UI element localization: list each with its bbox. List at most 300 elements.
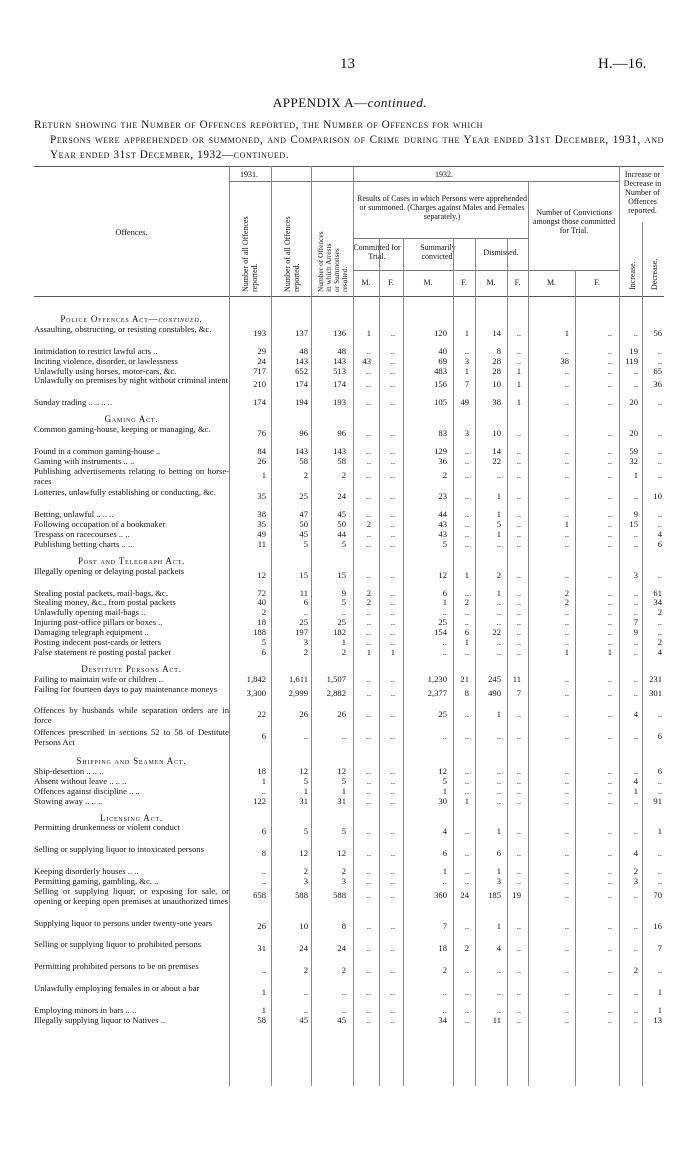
cell-value: 20: [629, 397, 638, 408]
cell-value: ..: [607, 965, 612, 976]
cell-value: 40: [257, 597, 266, 608]
cell-value: ..: [607, 327, 612, 338]
cell-value: 652: [295, 365, 308, 376]
header-results: Results of Cases in which Persons were apprehended or summoned. (Charges against Males and Females separately.): [357, 194, 527, 221]
cell-value: 5: [341, 826, 346, 837]
cell-value: 76: [257, 427, 266, 438]
cell-value: ..: [516, 731, 521, 742]
cell-value: 48: [337, 345, 346, 356]
cell-value: ..: [366, 673, 371, 684]
appendix-suffix: continued.: [367, 95, 428, 110]
cell-value: ..: [516, 646, 521, 657]
cell-value: ..: [261, 785, 266, 796]
cell-value: ..: [564, 1014, 569, 1025]
header-reported-1932: Number of all Offences reported.: [283, 216, 301, 292]
cell-value: ..: [390, 775, 395, 786]
cell-value: ..: [390, 597, 395, 608]
cell-value: 19: [629, 345, 638, 356]
cell-value: ..: [607, 519, 612, 530]
cell-value: ..: [657, 709, 662, 720]
cell-value: ..: [303, 1004, 308, 1015]
cell-value: ..: [390, 538, 395, 549]
cell-value: 61: [653, 587, 662, 598]
cell-value: 13: [653, 1014, 662, 1025]
cell-value: ..: [516, 1004, 521, 1015]
cell-value: 10: [492, 379, 501, 390]
cell-value: ..: [303, 607, 308, 618]
cell-value: 10: [653, 491, 662, 502]
cell-value: ..: [366, 607, 371, 618]
cell-value: 83: [438, 427, 447, 438]
cell-value: ..: [607, 587, 612, 598]
cell-value: ..: [607, 538, 612, 549]
cell-value: ..: [366, 379, 371, 390]
cell-value: 14: [492, 445, 501, 456]
cell-value: 2: [366, 587, 371, 598]
header-female: F.: [594, 278, 600, 287]
offence-label: Failing to maintain wife or children ..: [34, 673, 163, 684]
cell-value: ..: [390, 365, 395, 376]
cell-value: ..: [366, 795, 371, 806]
cell-value: ..: [516, 509, 521, 520]
cell-value: ..: [607, 569, 612, 580]
cell-value: ..: [366, 921, 371, 932]
cell-value: ..: [607, 397, 612, 408]
cell-value: ..: [366, 765, 371, 776]
cell-value: ..: [607, 921, 612, 932]
cell-value: 1: [496, 826, 501, 837]
cell-value: ..: [366, 455, 371, 466]
cell-value: ..: [442, 1004, 447, 1015]
cell-value: 2,999: [288, 687, 308, 698]
cell-value: 25: [438, 709, 447, 720]
cell-value: ..: [464, 646, 469, 657]
cell-value: ..: [607, 1014, 612, 1025]
cell-value: 1: [442, 597, 447, 608]
cell-value: 6: [464, 627, 469, 638]
cell-value: 1,611: [288, 673, 308, 684]
cell-value: 50: [337, 519, 346, 530]
cell-value: 24: [257, 355, 266, 366]
cell-value: ..: [366, 785, 371, 796]
cell-value: 58: [257, 1014, 266, 1025]
cell-value: 1: [366, 327, 371, 338]
cell-value: ..: [390, 509, 395, 520]
cell-value: 35: [257, 491, 266, 502]
cell-value: 1: [607, 646, 612, 657]
cell-value: 2: [261, 607, 266, 618]
cell-value: ..: [516, 469, 521, 480]
cell-value: 16: [653, 921, 662, 932]
cell-value: ..: [564, 848, 569, 859]
cell-value: ..: [564, 765, 569, 776]
table-row: [34, 887, 664, 917]
cell-value: ..: [564, 775, 569, 786]
cell-value: 15: [337, 569, 346, 580]
cell-value: 45: [299, 529, 308, 539]
cell-value: 19: [512, 889, 521, 900]
cell-value: ..: [633, 365, 638, 376]
table-row: [34, 940, 664, 960]
cell-value: ..: [366, 469, 371, 480]
cell-value: ..: [464, 617, 469, 628]
cell-value: 360: [434, 889, 447, 900]
cell-value: 11: [299, 587, 308, 598]
cell-value: 129: [434, 445, 447, 456]
cell-value: 1: [464, 569, 469, 580]
cell-value: ..: [516, 445, 521, 456]
cell-value: ..: [366, 889, 371, 900]
cell-value: ..: [657, 569, 662, 580]
cell-value: ..: [496, 785, 501, 796]
cell-value: 84: [257, 445, 266, 456]
offence-label: Inciting violence, disorder, or lawlessness: [34, 355, 178, 366]
cell-value: 717: [253, 365, 266, 376]
cell-value: ..: [366, 509, 371, 520]
cell-value: 26: [337, 709, 346, 720]
cell-value: 188: [253, 627, 266, 638]
cell-value: ..: [607, 607, 612, 618]
cell-value: ..: [366, 731, 371, 742]
cell-value: ..: [516, 965, 521, 976]
cell-value: 137: [295, 327, 308, 338]
cell-value: ..: [464, 921, 469, 932]
header-dismissed: Dismissed.: [483, 248, 519, 257]
cell-value: 1: [261, 1004, 266, 1015]
cell-value: 3: [464, 355, 469, 366]
offence-label: Offences against discipline .. ..: [34, 785, 140, 796]
cell-value: ..: [390, 943, 395, 954]
cell-value: ..: [657, 875, 662, 886]
cell-value: ..: [464, 848, 469, 859]
cell-value: ..: [564, 637, 569, 647]
cell-value: ..: [564, 365, 569, 376]
offence-label: Assaulting, obstructing, or resisting constables, &c.: [34, 323, 212, 334]
cell-value: 6: [442, 848, 447, 859]
table-row: [34, 325, 664, 345]
cell-value: ..: [633, 637, 638, 647]
table-row: [34, 540, 664, 550]
table-row: [34, 728, 664, 748]
cell-value: ..: [366, 875, 371, 886]
cell-value: 658: [253, 889, 266, 900]
cell-value: 1: [496, 491, 501, 502]
offence-label: Keeping disorderly houses .. ..: [34, 866, 139, 876]
cell-value: 4: [442, 826, 447, 837]
cell-value: ..: [516, 775, 521, 786]
cell-value: ..: [564, 986, 569, 997]
cell-value: ..: [516, 607, 521, 618]
cell-value: ..: [366, 491, 371, 502]
cell-value: ..: [516, 538, 521, 549]
cell-value: ..: [390, 355, 395, 366]
cell-value: ..: [516, 826, 521, 837]
header-male: M.: [486, 278, 496, 287]
cell-value: ..: [657, 355, 662, 366]
cell-value: ..: [390, 445, 395, 456]
cell-value: ..: [442, 731, 447, 742]
cell-value: ..: [496, 646, 501, 657]
cell-value: ..: [366, 866, 371, 876]
cell-value: ..: [464, 866, 469, 876]
cell-value: 1: [261, 775, 266, 786]
cell-value: ..: [657, 627, 662, 638]
cell-value: ..: [366, 943, 371, 954]
cell-value: 70: [653, 889, 662, 900]
offence-label: Stealing postal packets, mail-bags, &c.: [34, 587, 168, 598]
cell-value: 58: [299, 455, 308, 466]
cell-value: 4: [633, 848, 638, 859]
cell-value: ..: [564, 455, 569, 466]
cell-value: 1: [341, 785, 346, 796]
cell-value: 34: [653, 597, 662, 608]
cell-value: ..: [633, 587, 638, 598]
cell-value: 21: [460, 673, 469, 684]
cell-value: ..: [633, 889, 638, 900]
cell-value: 2: [657, 637, 662, 647]
cell-value: 35: [257, 519, 266, 530]
cell-value: 483: [434, 365, 447, 376]
cell-value: ..: [516, 848, 521, 859]
table-row: [34, 919, 664, 939]
cell-value: ..: [390, 826, 395, 837]
cell-value: 1: [516, 379, 521, 390]
cell-value: ..: [390, 607, 395, 618]
cell-value: 193: [333, 397, 346, 408]
cell-value: 231: [649, 673, 662, 684]
cell-value: 2: [341, 866, 346, 876]
cell-value: ..: [564, 397, 569, 408]
cell-value: ..: [607, 637, 612, 647]
cell-value: 24: [337, 943, 346, 954]
cell-value: ..: [564, 569, 569, 580]
cell-value: ..: [496, 731, 501, 742]
cell-value: ..: [464, 445, 469, 456]
cell-value: 38: [560, 355, 569, 366]
cell-value: 96: [337, 427, 346, 438]
cell-value: ..: [657, 469, 662, 480]
cell-value: ..: [564, 1004, 569, 1015]
cell-value: 122: [253, 795, 266, 806]
table-row: [34, 567, 664, 587]
cell-value: ..: [564, 709, 569, 720]
cell-value: ..: [564, 345, 569, 356]
cell-value: 59: [629, 445, 638, 456]
cell-value: ..: [442, 986, 447, 997]
cell-value: 25: [438, 617, 447, 628]
cell-value: 143: [333, 445, 346, 456]
cell-value: 12: [438, 569, 447, 580]
cell-value: 43: [362, 355, 371, 366]
title-line1: Return showing the Number of Offences reported, the Number of Offences for which: [34, 119, 484, 131]
cell-value: 5: [442, 538, 447, 549]
cell-value: 5: [341, 597, 346, 608]
table-row: [34, 797, 664, 807]
cell-value: 28: [492, 355, 501, 366]
cell-value: ..: [564, 469, 569, 480]
cell-value: 2,882: [326, 687, 346, 698]
cell-value: 12: [438, 765, 447, 776]
cell-value: 12: [337, 765, 346, 776]
header-summarily: Summarily convicted.: [420, 243, 456, 261]
cell-value: ..: [390, 345, 395, 356]
offence-label: Damaging telegraph equipment ..: [34, 627, 149, 638]
table-title: [34, 118, 664, 163]
cell-value: ..: [516, 427, 521, 438]
table-row: [34, 767, 664, 777]
cell-value: ..: [633, 327, 638, 338]
cell-value: ..: [390, 986, 395, 997]
cell-value: 2: [464, 943, 469, 954]
section-heading: [34, 314, 229, 324]
cell-value: 2: [341, 646, 346, 657]
cell-value: ..: [516, 519, 521, 530]
cell-value: 2: [341, 469, 346, 480]
cell-value: ..: [390, 687, 395, 698]
cell-value: ..: [516, 597, 521, 608]
offence-label: Ship-desertion .. .. ..: [34, 765, 104, 776]
cell-value: 4: [657, 646, 662, 657]
cell-value: 2: [366, 519, 371, 530]
cell-value: 20: [629, 427, 638, 438]
cell-value: 143: [295, 355, 308, 366]
offence-label: Unlawfully opening mail-bags ..: [34, 607, 146, 618]
cell-value: 18: [257, 617, 266, 628]
cell-value: 4: [496, 943, 501, 954]
cell-value: ..: [464, 519, 469, 530]
offence-label: Unlawfully using horses, motor-cars, &c.: [34, 365, 177, 376]
cell-value: 1,507: [326, 673, 346, 684]
cell-value: ..: [633, 1014, 638, 1025]
title-rest: Persons were apprehended or summoned, and Comparison of Crime during the Year ended 31st December, 1931, and Year ended 31st December, 1932—continued.: [50, 134, 664, 161]
cell-value: ..: [390, 889, 395, 900]
cell-value: 2: [564, 587, 569, 598]
cell-value: 12: [337, 848, 346, 859]
cell-value: ..: [366, 1014, 371, 1025]
cell-value: ..: [607, 795, 612, 806]
cell-value: ..: [633, 529, 638, 539]
cell-value: 2: [564, 597, 569, 608]
cell-value: ..: [564, 785, 569, 796]
cell-value: ..: [390, 765, 395, 776]
header-reported-1932-wrap: [275, 188, 309, 292]
cell-value: ..: [657, 519, 662, 530]
cell-value: ..: [607, 943, 612, 954]
section-label: Police Offences Act—: [60, 314, 159, 324]
cell-value: 6: [657, 765, 662, 776]
cell-value: ..: [442, 637, 447, 647]
cell-value: ..: [390, 379, 395, 390]
cell-value: 96: [299, 427, 308, 438]
cell-value: ..: [607, 469, 612, 480]
offence-label: Offences prescribed in sections 52 to 58 of Destitute Persons Act: [34, 727, 229, 748]
cell-value: 48: [299, 345, 308, 356]
cell-value: 3: [496, 875, 501, 886]
section-label: Gaming Act.: [104, 414, 159, 425]
cell-value: ..: [366, 687, 371, 698]
cell-value: ..: [516, 785, 521, 796]
cell-value: 2: [366, 597, 371, 608]
cell-value: ..: [564, 731, 569, 742]
cell-value: 6: [657, 538, 662, 549]
offence-label: Illegally opening or delaying postal packets: [34, 565, 185, 576]
table-row: [34, 425, 664, 445]
cell-value: 1: [442, 866, 447, 876]
cell-value: 194: [295, 397, 308, 408]
cell-value: ..: [303, 731, 308, 742]
header-decrease: Decrease.: [649, 258, 659, 290]
cell-value: ..: [496, 1004, 501, 1015]
header-decrease-wrap: [644, 226, 664, 290]
cell-value: 174: [295, 379, 308, 390]
cell-value: ..: [516, 617, 521, 628]
cell-value: ..: [633, 673, 638, 684]
cell-value: ..: [390, 469, 395, 480]
cell-value: 5: [303, 775, 308, 786]
offence-label: Unlawfully on premises by night without criminal intent: [34, 375, 229, 386]
cell-value: ..: [607, 617, 612, 628]
cell-value: ..: [564, 379, 569, 390]
cell-value: 15: [299, 569, 308, 580]
cell-value: ..: [607, 529, 612, 539]
cell-value: ..: [607, 826, 612, 837]
cell-value: ..: [607, 365, 612, 376]
cell-value: ..: [657, 397, 662, 408]
cell-value: ..: [633, 687, 638, 698]
cell-value: ..: [564, 965, 569, 976]
cell-value: ..: [657, 345, 662, 356]
cell-value: ..: [633, 538, 638, 549]
cell-value: 1: [390, 646, 395, 657]
cell-value: 45: [299, 1014, 308, 1025]
header-year-1931: 1931.: [240, 170, 258, 179]
cell-value: ..: [366, 617, 371, 628]
cell-value: ..: [607, 379, 612, 390]
cell-value: ..: [607, 848, 612, 859]
table-row: [34, 706, 664, 726]
cell-value: 4: [657, 529, 662, 539]
cell-value: ..: [516, 345, 521, 356]
cell-value: 31: [299, 795, 308, 806]
cell-value: 8: [261, 848, 266, 859]
cell-value: 3: [303, 875, 308, 886]
cell-value: ..: [261, 866, 266, 876]
cell-value: ..: [607, 427, 612, 438]
cell-value: 1: [564, 327, 569, 338]
cell-value: ..: [516, 709, 521, 720]
offence-label: Unlawfully employing females in or about a bar: [34, 982, 200, 993]
cell-value: 38: [492, 397, 501, 408]
cell-value: 69: [438, 355, 447, 366]
cell-value: ..: [516, 986, 521, 997]
cell-value: 1: [633, 785, 638, 796]
offence-label: Selling or supplying liquor to intoxicated persons: [34, 844, 204, 855]
section-label: Post and Telegraph Act.: [77, 555, 186, 566]
cell-value: 38: [257, 509, 266, 520]
cell-value: ..: [366, 775, 371, 786]
cell-value: 1: [657, 826, 662, 837]
header-arrests: Number of Offences in which Arrests or Summonses resulted.: [316, 231, 349, 292]
cell-value: 30: [438, 795, 447, 806]
header-female: F.: [514, 278, 521, 287]
cell-value: ..: [516, 529, 521, 539]
header-increase-wrap: [622, 226, 642, 290]
cell-value: 3: [303, 637, 308, 647]
cell-value: 44: [438, 509, 447, 520]
cell-value: 6: [261, 731, 266, 742]
cell-value: ..: [657, 848, 662, 859]
cell-value: ..: [496, 538, 501, 549]
